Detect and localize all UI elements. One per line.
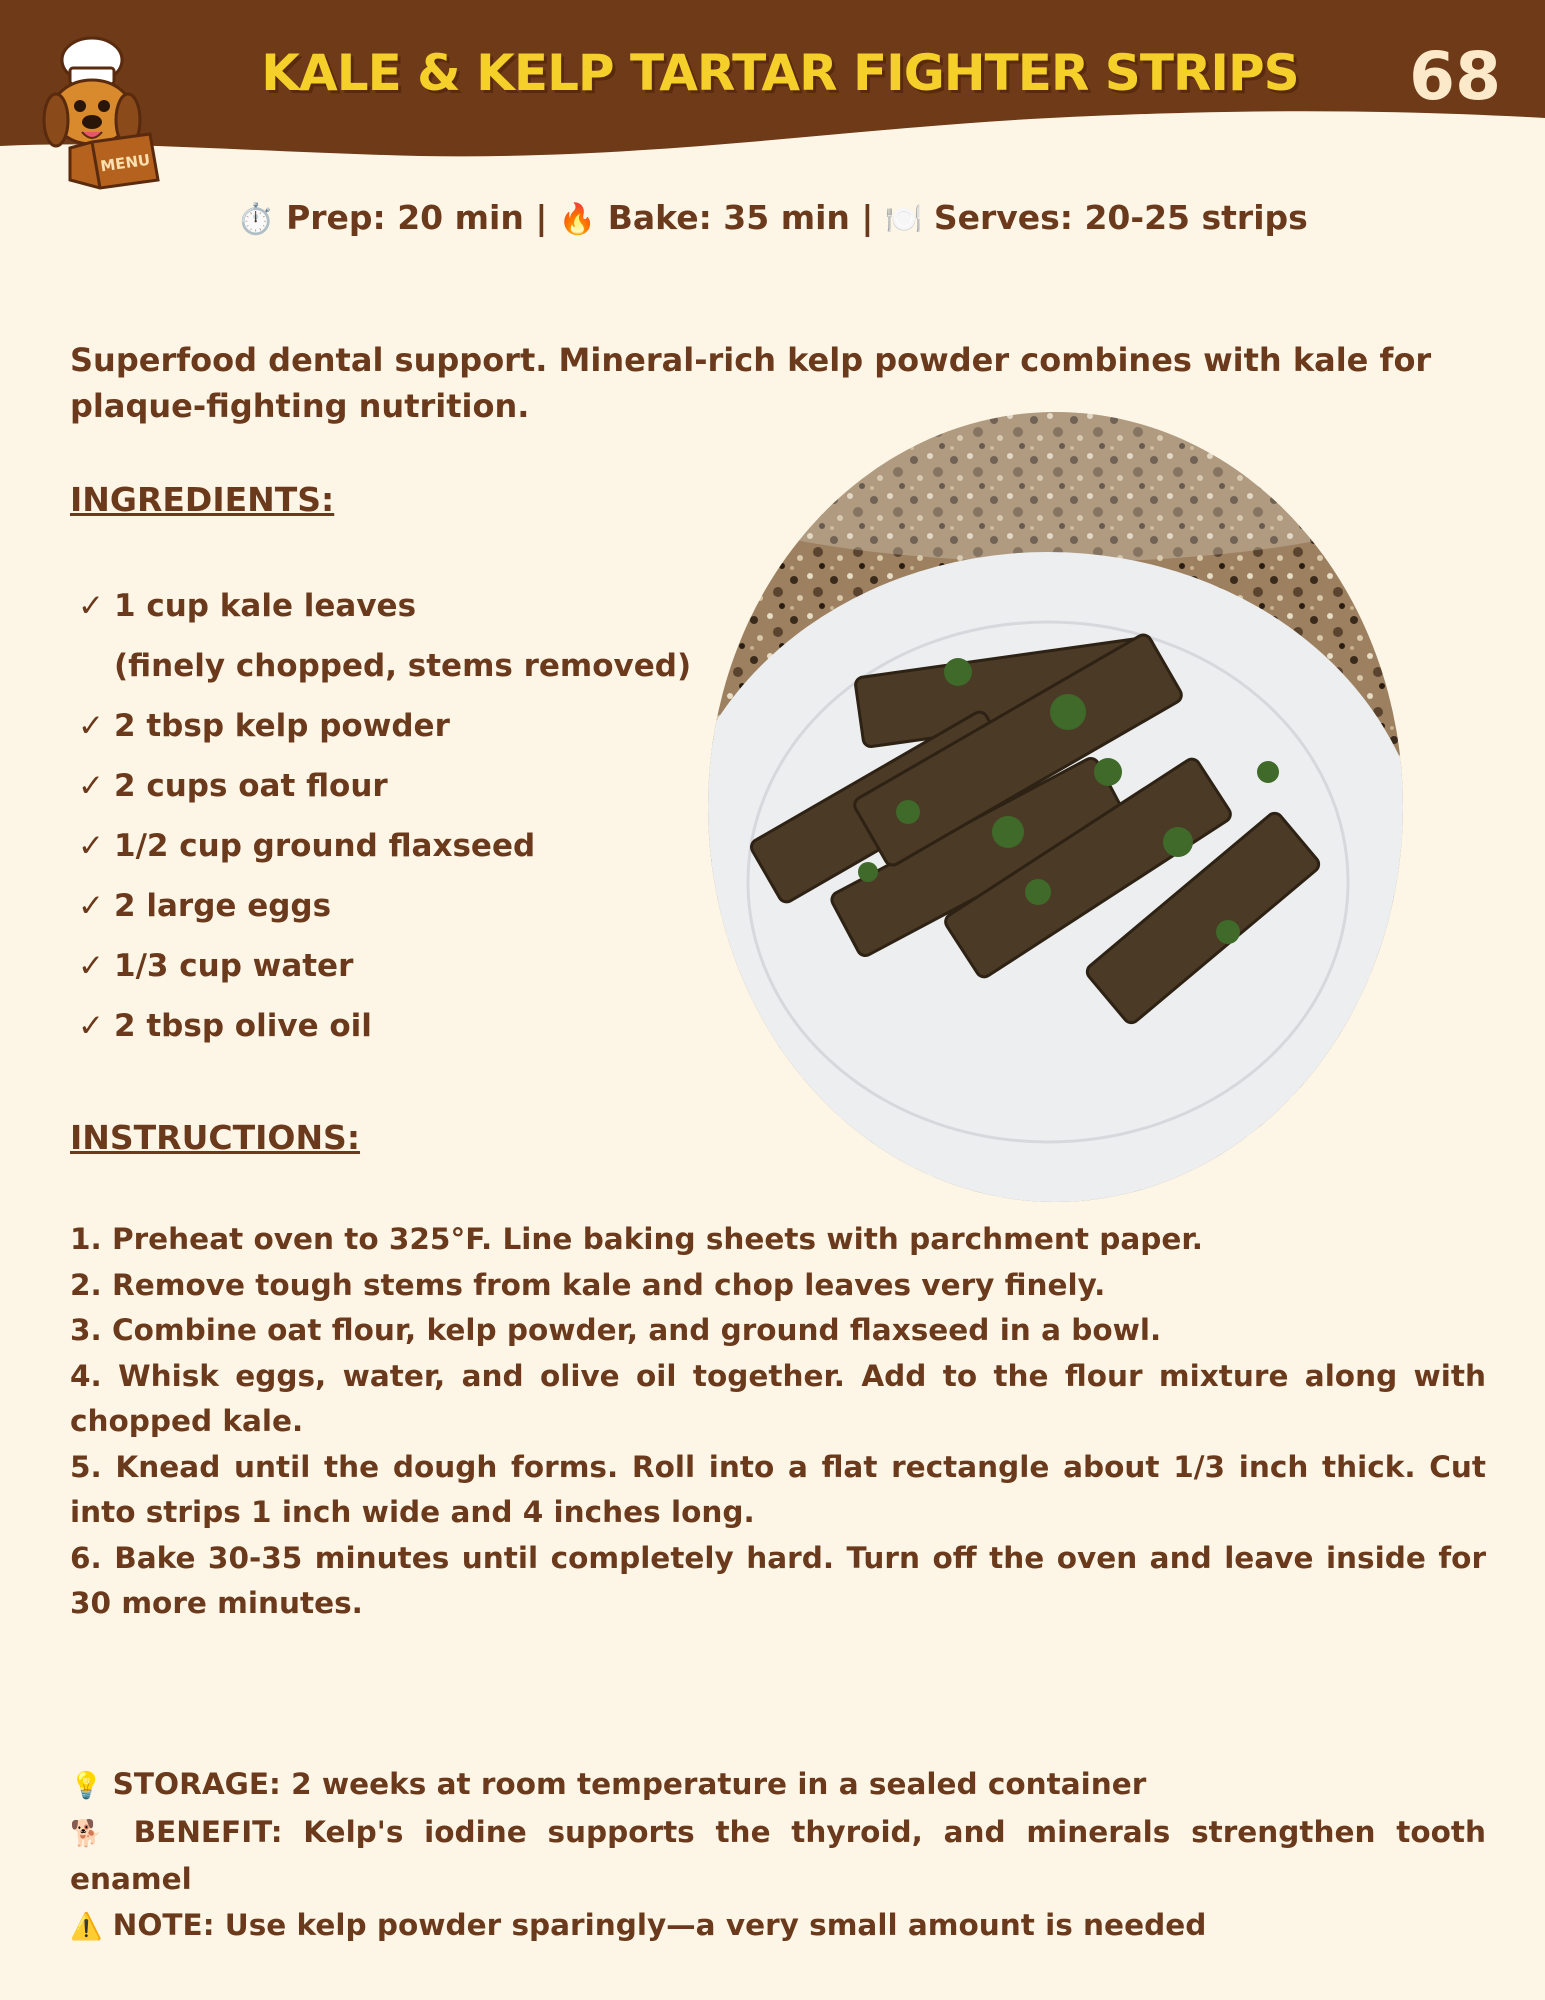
ingredient-item: ✓ 2 tbsp kelp powder bbox=[78, 704, 698, 764]
page-number: 68 bbox=[1409, 38, 1501, 115]
recipe-title: KALE & KELP TARTAR FIGHTER STRIPS bbox=[261, 44, 1299, 102]
instruction-step: 3. Combine oat flour, kelp powder, and ground flaxseed in a bowl. bbox=[70, 1313, 1162, 1347]
chef-dog-mascot-icon bbox=[30, 30, 175, 190]
kale-strips-photo-illustration bbox=[708, 412, 1403, 1202]
ingredient-item: ✓ 2 tbsp olive oil bbox=[78, 1004, 698, 1064]
timer-icon: ⏱️ bbox=[237, 202, 275, 237]
ingredient-note: (finely chopped, stems removed) bbox=[114, 648, 692, 684]
mascot-menu-label: MENU bbox=[99, 150, 152, 176]
recipe-intro: Superfood dental support. Mineral-rich kelp powder combines with kale for plaque-fighting nutrition. bbox=[70, 341, 1432, 425]
check-icon: ✓ bbox=[78, 588, 104, 624]
instructions-list bbox=[70, 1217, 1486, 1627]
instruction-step: 5. Knead until the dough forms. Roll into a flat rectangle about 1/3 inch thick. Cut into strips 1 inch wide and 4 inches long. bbox=[70, 1449, 1486, 1529]
check-icon: ✓ bbox=[78, 708, 104, 744]
servings: Serves: 20-25 strips bbox=[933, 198, 1308, 237]
instruction-step: 2. Remove tough stems from kale and chop leaves very finely. bbox=[70, 1267, 1106, 1302]
instructions-heading: INSTRUCTIONS: bbox=[70, 1118, 361, 1157]
warning-icon: ⚠️ bbox=[70, 1911, 103, 1942]
storage-note: 💡 STORAGE: 2 weeks at room temperature in a sealed container bbox=[70, 1767, 1147, 1801]
meta-separator: | bbox=[861, 198, 874, 237]
page-header bbox=[0, 0, 1545, 176]
recipe-meta bbox=[0, 198, 1545, 237]
instruction-step: 4. Whisk eggs, water, and olive oil together. Add to the flour mixture along with chopped kale. bbox=[70, 1358, 1486, 1438]
recipe-photo bbox=[708, 412, 1403, 1202]
ingredient-item: ✓ 2 cups oat flour bbox=[78, 764, 698, 824]
instruction-step: 1. Preheat oven to 325°F. Line baking sheets with parchment paper. bbox=[70, 1222, 1203, 1256]
prep-time: Prep: 20 min bbox=[286, 198, 524, 237]
check-icon: ✓ bbox=[78, 1008, 104, 1044]
check-icon: ✓ bbox=[78, 768, 104, 804]
check-icon: ✓ bbox=[78, 888, 104, 924]
fire-icon: 🔥 bbox=[558, 202, 597, 237]
dog-icon: 🐕 bbox=[70, 1818, 113, 1849]
ingredient-item: ✓ 1 cup kale leaves bbox=[78, 584, 698, 644]
ingredient-item: ✓ 1/3 cup water bbox=[78, 944, 698, 1004]
ingredients-list bbox=[78, 584, 698, 1064]
warning-note: ⚠️ NOTE: Use kelp powder sparingly—a very small amount is needed bbox=[70, 1907, 1207, 1942]
ingredient-item: ✓ 2 large eggs bbox=[78, 884, 698, 944]
instruction-step: 6. Bake 30-35 minutes until completely hard. Turn off the oven and leave inside for 30 more minutes. bbox=[70, 1540, 1486, 1620]
meta-separator: | bbox=[535, 198, 548, 237]
check-icon: ✓ bbox=[78, 828, 104, 864]
ingredient-item: ✓ 1/2 cup ground flaxseed bbox=[78, 824, 698, 884]
check-icon: ✓ bbox=[78, 948, 104, 984]
plate-icon: 🍽️ bbox=[884, 202, 923, 237]
recipe-notes bbox=[70, 1762, 1486, 1950]
bake-time: Bake: 35 min bbox=[607, 198, 850, 237]
lightbulb-icon: 💡 bbox=[70, 1771, 103, 1801]
benefit-note: 🐕 BENEFIT: Kelp's iodine supports the thyroid, and minerals strengthen tooth enamel bbox=[70, 1814, 1486, 1896]
ingredients-heading: INGREDIENTS: bbox=[70, 480, 335, 519]
